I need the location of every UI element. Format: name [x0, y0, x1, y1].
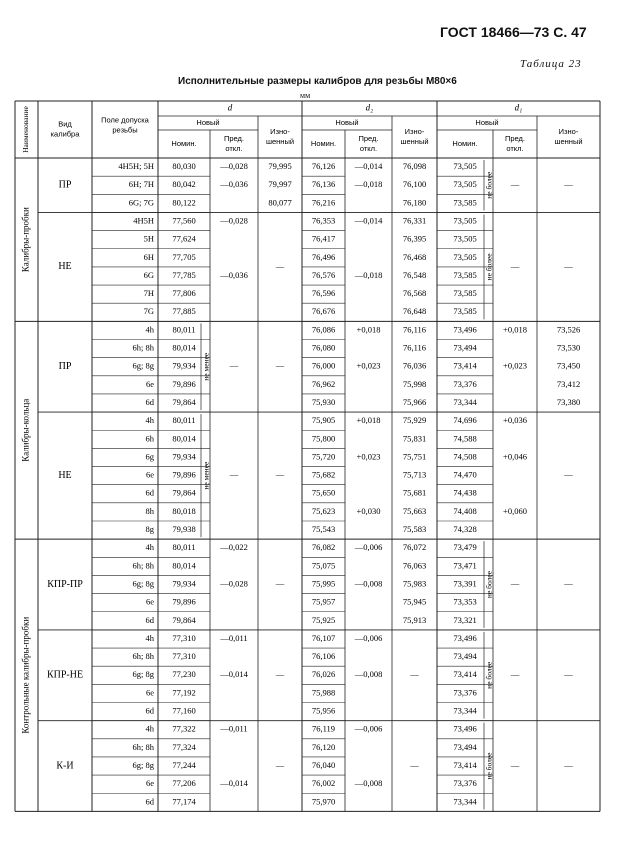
unit-label: мм [300, 91, 311, 100]
dash-cell: — [510, 669, 520, 680]
cell-d2-nom: 76,086 [311, 324, 336, 335]
cell-d2-worn: 76,468 [402, 251, 427, 262]
cell-d1-nom: 73,344 [453, 796, 477, 807]
dash-cell: — [564, 669, 573, 680]
column-dev-header: Пред. [223, 133, 245, 143]
cell-d2-nom: 76,040 [311, 759, 336, 770]
cell-d1-nom: 73,376 [453, 378, 477, 389]
dash-cell: — [275, 759, 285, 770]
cell-d2-nom: 75,682 [311, 469, 336, 480]
cell-tol: 5H [143, 233, 154, 244]
standard-header: ГОСТ 18466—73 С. 47 [440, 24, 587, 40]
cell-d-nom: 80,011 [172, 542, 196, 553]
cell-d2-worn: 75,831 [402, 433, 427, 444]
note-vertical: не менее [201, 352, 211, 381]
cell-d2-worn: 76,648 [402, 306, 427, 317]
cell-d1-nom: 73,585 [453, 306, 477, 317]
cell-d-nom: 77,560 [172, 215, 196, 226]
cell-d-worn: 79,995 [268, 161, 292, 172]
cell-d2-nom: 76,107 [311, 632, 336, 643]
dash-cell: — [410, 759, 419, 770]
cell-d2-nom: 75,075 [311, 560, 336, 571]
cell-d1-dev: +0,046 [503, 451, 527, 462]
cell-d1-worn: 73,450 [556, 360, 581, 371]
cell-d-dev: —0,014 [220, 778, 248, 789]
cell-d2-nom: 76,080 [311, 342, 336, 353]
cell-tol: 6e [145, 596, 154, 607]
cell-d2-nom: 76,000 [311, 360, 336, 371]
cell-d-nom: 79,934 [172, 578, 196, 589]
cell-d2-nom: 75,905 [311, 415, 336, 426]
column-new-header: Новый [335, 117, 359, 127]
cell-d1-nom: 73,496 [453, 324, 477, 335]
cell-d2-dev: +0,030 [356, 505, 381, 516]
cell-d-nom: 80,011 [172, 324, 196, 335]
cell-d2-dev: +0,023 [356, 451, 381, 462]
cell-d2-nom: 75,800 [311, 433, 336, 444]
cell-d1-nom: 73,494 [453, 741, 477, 752]
dash-cell: — [510, 260, 520, 271]
column-worn-header: Изно- [404, 126, 425, 136]
dash-cell: — [275, 469, 285, 480]
cell-tol: 6e [145, 469, 154, 480]
cell-d2-nom: 75,988 [311, 687, 336, 698]
cell-d1-nom: 73,496 [453, 723, 477, 734]
cell-d-nom: 77,174 [172, 796, 196, 807]
column-tol-header: Поле допуска [101, 115, 149, 125]
cell-d2-nom: 76,596 [311, 288, 336, 299]
cell-tol: 6G; 7G [128, 197, 154, 208]
cell-tol: 4h [145, 542, 154, 553]
cell-d1-worn: 73,412 [556, 378, 581, 389]
cell-d2-dev: +0,018 [356, 415, 381, 426]
column-nom-header: Номин. [171, 138, 197, 148]
cell-d2-worn: 76,548 [402, 269, 427, 280]
cell-d1-dev: +0,023 [503, 360, 527, 371]
cell-d2-worn: 76,098 [402, 161, 427, 172]
cell-d2-dev: —0,018 [354, 179, 383, 190]
cell-d1-nom: 74,408 [453, 505, 477, 516]
note-vertical: не более [484, 570, 494, 599]
gauge-kind: НЕ [58, 261, 72, 273]
cell-d-dev: —0,011 [220, 632, 248, 643]
cell-d2-worn: 75,983 [402, 578, 427, 589]
column-new-header: Новый [475, 117, 499, 127]
cell-d2-nom: 75,995 [311, 578, 336, 589]
gauge-kind: ПР [58, 179, 72, 191]
column-d2-header: d₂ [365, 102, 374, 113]
cell-tol: 4H5H; 5H [118, 161, 154, 172]
cell-tol: 6g; 8g [132, 578, 154, 589]
cell-d-dev: —0,028 [220, 215, 248, 226]
cell-d1-nom: 73,505 [453, 215, 477, 226]
cell-d2-worn: 75,998 [402, 378, 427, 389]
column-kind-header: Вид [58, 119, 72, 129]
cell-tol: 7H [143, 288, 154, 299]
cell-d1-worn: 73,526 [556, 324, 581, 335]
cell-tol: 6d [145, 614, 154, 625]
cell-d-nom: 77,322 [172, 723, 196, 734]
cell-d1-nom: 73,505 [453, 251, 477, 262]
gauge-kind: К-И [56, 760, 74, 772]
cell-d1-dev: +0,018 [503, 324, 527, 335]
cell-d-nom: 77,624 [172, 233, 196, 244]
cell-d2-worn: 76,116 [402, 324, 427, 335]
cell-d2-nom: 76,120 [311, 741, 336, 752]
cell-d-dev: —0,028 [220, 578, 248, 589]
cell-d2-worn: 76,180 [402, 197, 427, 208]
cell-d1-nom: 73,414 [453, 759, 477, 770]
cell-d2-nom: 75,720 [311, 451, 336, 462]
cell-d-nom: 77,705 [172, 251, 196, 262]
gauge-kind: НЕ [58, 469, 72, 481]
cell-d2-dev: —0,008 [354, 578, 383, 589]
cell-d1-nom: 73,391 [453, 578, 477, 589]
cell-d1-nom: 73,585 [453, 197, 477, 208]
cell-d2-nom: 75,925 [311, 614, 336, 625]
cell-d-nom: 77,206 [172, 778, 196, 789]
cell-d-nom: 79,934 [172, 360, 196, 371]
column-new-header: Новый [196, 117, 220, 127]
gauge-kind: КПР-НЕ [46, 669, 84, 681]
cell-d2-worn: 76,063 [402, 560, 427, 571]
cell-tol: 6G [143, 269, 154, 280]
cell-d-nom: 77,192 [172, 687, 196, 698]
cell-d-dev: —0,036 [220, 269, 248, 280]
note-vertical: не более [484, 253, 494, 281]
note-vertical: не более [484, 171, 494, 199]
dash-cell: — [510, 578, 520, 589]
cell-d2-worn: 76,568 [402, 288, 427, 299]
cell-d1-nom: 74,328 [453, 524, 477, 535]
cell-d2-worn: 75,966 [402, 396, 427, 407]
cell-d1-nom: 74,508 [453, 451, 477, 462]
cell-d-dev: —0,014 [220, 669, 248, 680]
column-dev-header: откл. [506, 143, 524, 153]
cell-d-nom: 79,938 [172, 524, 196, 535]
cell-d2-nom: 75,956 [311, 705, 336, 716]
column-nom-header: Номин. [452, 138, 478, 148]
cell-tol: 6g [145, 451, 154, 462]
cell-d2-nom: 76,126 [311, 161, 336, 172]
cell-d-nom: 80,014 [172, 560, 196, 571]
dash-cell: — [564, 469, 573, 480]
column-kind-header: калибра [50, 129, 80, 139]
table-caption: Исполнительные размеры калибров для резьбы M80×6 [178, 76, 457, 87]
cell-d-nom: 79,896 [172, 596, 196, 607]
cell-d1-nom: 73,471 [453, 560, 477, 571]
dash-cell: — [229, 469, 239, 480]
cell-d2-worn: 76,100 [402, 179, 427, 190]
dash-cell: — [275, 578, 285, 589]
cell-d-dev: —0,011 [220, 723, 248, 734]
cell-d-nom: 77,310 [172, 632, 196, 643]
cell-d1-dev: +0,036 [503, 415, 527, 426]
cell-d-nom: 80,122 [172, 197, 196, 208]
column-worn-header: шенный [265, 136, 295, 146]
cell-d2-nom: 76,417 [311, 233, 336, 244]
cell-d2-nom: 76,002 [311, 778, 336, 789]
cell-d-nom: 77,885 [172, 306, 196, 317]
column-worn-header: Изно- [558, 126, 579, 136]
cell-tol: 6g; 8g [132, 669, 154, 680]
cell-tol: 6d [145, 487, 154, 498]
cell-d-nom: 80,014 [172, 433, 196, 444]
cell-d1-dev: +0,060 [503, 505, 527, 516]
cell-d1-nom: 73,585 [453, 269, 477, 280]
cell-d2-dev: —0,018 [354, 269, 383, 280]
cell-d-nom: 79,896 [172, 469, 196, 480]
cell-d1-worn: 73,530 [556, 342, 581, 353]
cell-d1-nom: 73,505 [453, 179, 477, 190]
column-name-header: Наименование [21, 106, 31, 153]
cell-d2-worn: 76,072 [402, 542, 427, 553]
cell-d2-nom: 75,930 [311, 396, 336, 407]
dash-cell: — [564, 179, 573, 190]
cell-d2-nom: 76,576 [311, 269, 336, 280]
note-vertical: не менее [201, 461, 211, 490]
cell-d-nom: 80,030 [172, 161, 196, 172]
cell-d-nom: 80,042 [172, 179, 196, 190]
cell-tol: 6d [145, 705, 154, 716]
column-dev-header: Пред. [504, 133, 526, 143]
cell-tol: 6g; 8g [132, 759, 154, 770]
cell-d1-nom: 74,696 [453, 415, 477, 426]
dash-cell: — [275, 669, 285, 680]
cell-tol: 6e [145, 687, 154, 698]
cell-d1-nom: 73,505 [453, 161, 477, 172]
cell-tol: 7G [143, 306, 154, 317]
cell-tol: 6d [145, 396, 154, 407]
cell-d-worn: 80,077 [268, 197, 292, 208]
dash-cell: — [410, 669, 419, 680]
cell-d-nom: 80,011 [172, 415, 196, 426]
cell-tol: 6h; 8h [132, 651, 154, 662]
cell-d1-nom: 74,470 [453, 469, 477, 480]
cell-d2-worn: 75,929 [402, 415, 427, 426]
cell-d-nom: 77,310 [172, 651, 196, 662]
cell-d2-worn: 75,663 [402, 505, 427, 516]
cell-d2-worn: 75,681 [402, 487, 427, 498]
cell-d-nom: 77,230 [172, 669, 196, 680]
column-d-header: d [227, 102, 233, 113]
cell-d2-dev: —0,008 [354, 778, 383, 789]
cell-d2-nom: 76,353 [311, 215, 336, 226]
dash-cell: — [564, 759, 573, 770]
cell-d1-nom: 73,479 [453, 542, 477, 553]
cell-d1-worn: 73,380 [556, 396, 581, 407]
group-label: Калибры-кольца [20, 398, 31, 462]
dash-cell: — [275, 260, 285, 271]
cell-d2-nom: 75,543 [311, 524, 336, 535]
cell-d2-nom: 76,216 [311, 197, 336, 208]
cell-d2-nom: 76,676 [311, 306, 336, 317]
cell-d-nom: 77,324 [172, 741, 196, 752]
column-dev-header: откл. [225, 143, 243, 153]
column-dev-header: Пред. [358, 133, 379, 143]
cell-d-worn: 79,997 [268, 179, 292, 190]
cell-d1-nom: 73,376 [453, 778, 477, 789]
dash-cell: — [564, 260, 573, 271]
column-worn-header: шенный [554, 136, 583, 146]
cell-d-dev: —0,036 [220, 179, 248, 190]
cell-d1-nom: 73,353 [453, 596, 477, 607]
cell-d1-nom: 73,344 [453, 396, 477, 407]
column-tol-header: резьбы [112, 125, 138, 135]
cell-d-nom: 77,160 [172, 705, 196, 716]
cell-d1-nom: 74,588 [453, 433, 477, 444]
dash-cell: — [275, 360, 285, 371]
gauge-kind: КПР-ПР [47, 578, 83, 590]
dash-cell: — [564, 578, 573, 589]
cell-tol: 6g; 8g [132, 360, 154, 371]
cell-d2-dev: —0,006 [354, 542, 383, 553]
cell-d2-dev: —0,006 [354, 723, 383, 734]
cell-tol: 4h [145, 324, 154, 335]
cell-d2-dev: +0,023 [356, 360, 381, 371]
cell-tol: 6h [145, 433, 154, 444]
cell-d-nom: 77,806 [172, 288, 196, 299]
cell-d2-nom: 75,970 [311, 796, 336, 807]
cell-d-nom: 77,785 [172, 269, 196, 280]
cell-d-dev: —0,022 [220, 542, 248, 553]
cell-d-nom: 79,896 [172, 378, 196, 389]
cell-d2-nom: 75,650 [311, 487, 336, 498]
cell-d1-nom: 73,496 [453, 632, 477, 643]
cell-d-nom: 80,014 [172, 342, 196, 353]
group-label: Калибры-пробки [20, 207, 31, 273]
cell-tol: 6e [145, 778, 154, 789]
cell-d-nom: 79,864 [172, 487, 196, 498]
table-number: Таблица 23 [520, 58, 582, 70]
cell-d1-nom: 73,414 [453, 669, 477, 680]
cell-d1-nom: 73,321 [453, 614, 477, 625]
group-label: Контрольные калибры-пробки [20, 616, 31, 734]
cell-d-nom: 79,934 [172, 451, 196, 462]
cell-d2-nom: 76,026 [311, 669, 336, 680]
cell-d1-nom: 74,438 [453, 487, 477, 498]
cell-tol: 4h [145, 632, 154, 643]
cell-d2-dev: +0,018 [356, 324, 381, 335]
cell-tol: 4H5H [133, 215, 154, 226]
cell-d2-nom: 76,119 [311, 723, 336, 734]
cell-d2-nom: 75,623 [311, 505, 336, 516]
cell-d1-nom: 73,494 [453, 342, 477, 353]
cell-d2-dev: —0,014 [354, 161, 383, 172]
cell-d-dev: —0,028 [220, 161, 248, 172]
cell-d2-nom: 76,496 [311, 251, 336, 262]
cell-d2-dev: —0,014 [354, 215, 383, 226]
cell-tol: 4h [145, 723, 154, 734]
cell-tol: 6h; 8h [132, 342, 154, 353]
column-nom-header: Номин. [310, 138, 337, 148]
cell-d1-nom: 73,494 [453, 651, 477, 662]
cell-d2-nom: 76,136 [311, 179, 336, 190]
cell-d-nom: 79,864 [172, 614, 196, 625]
note-vertical: не более [484, 661, 494, 689]
cell-d-nom: 79,864 [172, 396, 196, 407]
cell-d2-worn: 76,331 [402, 215, 427, 226]
cell-d2-dev: —0,008 [354, 669, 383, 680]
cell-d2-nom: 75,957 [311, 596, 336, 607]
cell-d1-nom: 73,376 [453, 687, 477, 698]
cell-d-nom: 80,018 [172, 505, 196, 516]
cell-tol: 8h [145, 505, 154, 516]
cell-d1-nom: 73,505 [453, 233, 477, 244]
cell-d1-nom: 73,344 [453, 705, 477, 716]
dash-cell: — [510, 759, 520, 770]
cell-tol: 6d [145, 796, 154, 807]
column-worn-header: Изно- [270, 126, 290, 136]
cell-d2-nom: 76,962 [311, 378, 336, 389]
cell-d2-worn: 75,583 [402, 524, 427, 535]
dash-cell: — [510, 179, 520, 190]
cell-d2-worn: 75,945 [402, 596, 427, 607]
cell-tol: 6h; 8h [132, 560, 154, 571]
cell-d2-worn: 75,751 [402, 451, 427, 462]
note-vertical: не более [484, 752, 494, 780]
cell-tol: 8g [145, 524, 154, 535]
cell-d1-nom: 73,414 [453, 360, 477, 371]
cell-d2-worn: 75,913 [402, 614, 427, 625]
gauge-kind: ПР [58, 361, 72, 373]
cell-tol: 6H [143, 251, 154, 262]
cell-tol: 6H; 7H [128, 179, 154, 190]
column-d1-header: d₁ [514, 102, 523, 113]
cell-d2-dev: —0,006 [354, 632, 383, 643]
cell-d2-worn: 76,395 [402, 233, 427, 244]
cell-tol: 6h; 8h [132, 741, 154, 752]
cell-d2-worn: 76,116 [402, 342, 427, 353]
cell-d1-nom: 73,585 [453, 288, 477, 299]
dash-cell: — [229, 360, 239, 371]
cell-d2-worn: 75,713 [402, 469, 427, 480]
cell-d2-worn: 76,036 [402, 360, 427, 371]
cell-tol: 6e [145, 378, 154, 389]
cell-d2-nom: 76,082 [311, 542, 336, 553]
cell-d2-nom: 76,106 [311, 651, 336, 662]
cell-d-nom: 77,244 [172, 759, 196, 770]
cell-tol: 4h [145, 415, 154, 426]
column-dev-header: откл. [359, 143, 378, 153]
column-worn-header: шенный [400, 136, 429, 146]
